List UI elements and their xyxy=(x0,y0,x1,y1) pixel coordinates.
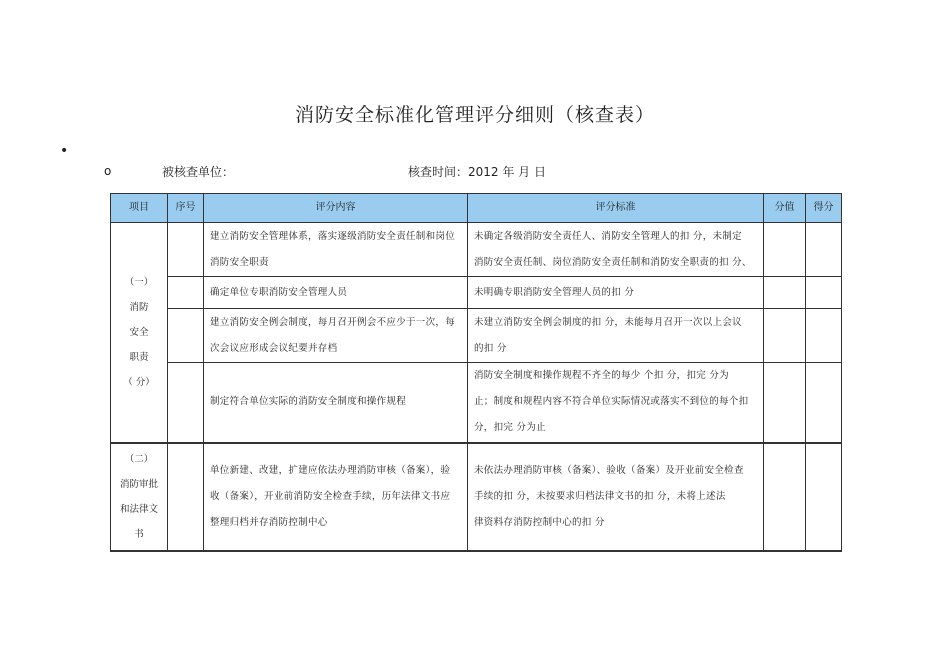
standard-line: 未建立消防安全例会制度的扣 分，未能每月召开一次以上会议 xyxy=(474,316,742,328)
standard-cell xyxy=(468,277,764,309)
points-cell[interactable] xyxy=(764,223,806,277)
standard-line: 止；制度和规程内容不符合单位实际情况或落实不到位的每个扣 xyxy=(474,396,749,408)
content-cell xyxy=(204,443,468,551)
content-line: 确定单位专职消防安全管理人员 xyxy=(210,286,348,298)
content-cell xyxy=(204,309,468,363)
section2-project-line: 和法律文 xyxy=(119,503,158,515)
content-line: 建立消防安全例会制度，每月召开例会不应少于一次，每 xyxy=(210,316,456,328)
content-line: 建立消防安全管理体系，落实逐级消防安全责任制和岗位 xyxy=(210,230,456,242)
section1-project-line: （一） xyxy=(124,276,154,288)
number-cell[interactable] xyxy=(168,443,204,551)
header-project: 项目 xyxy=(111,194,168,223)
points-cell[interactable] xyxy=(764,443,806,551)
score-cell[interactable] xyxy=(806,309,842,363)
table-row xyxy=(111,363,842,443)
content-cell xyxy=(204,363,468,443)
header-standard: 评分标准 xyxy=(468,194,764,223)
table-row xyxy=(111,443,842,551)
inspected-unit-label: 被核查单位： xyxy=(162,165,235,179)
content-line: 收（备案），开业前消防安全检查手续，历年法律文书应 xyxy=(210,490,451,502)
score-cell[interactable] xyxy=(806,363,842,443)
content-line: 次会议应形成会议纪要并存档 xyxy=(210,342,338,354)
points-cell[interactable] xyxy=(764,309,806,363)
standard-line: 律资料存消防控制中心的扣 分 xyxy=(474,516,605,528)
page-title: 消防安全标准化管理评分细则（核查表） xyxy=(294,104,655,126)
standard-cell xyxy=(468,443,764,551)
section1-project-line: （ 分） xyxy=(123,376,155,388)
header-number: 序号 xyxy=(168,194,204,223)
standard-cell xyxy=(468,363,764,443)
content-line: 整理归档并存消防控制中心 xyxy=(210,516,328,528)
standard-line: 的扣 分 xyxy=(474,342,507,354)
points-cell[interactable] xyxy=(764,277,806,309)
score-cell[interactable] xyxy=(806,443,842,551)
number-cell[interactable] xyxy=(168,223,204,277)
scoring-table xyxy=(110,193,842,552)
inspection-date-label: 核查时间：2012 年 月 日 xyxy=(408,165,546,179)
section1-project-cell xyxy=(111,223,168,443)
score-cell[interactable] xyxy=(806,277,842,309)
score-cell[interactable] xyxy=(806,223,842,277)
number-cell[interactable] xyxy=(168,309,204,363)
standard-cell xyxy=(468,223,764,277)
section2-project-line: 消防审批 xyxy=(119,478,158,490)
header-content: 评分内容 xyxy=(204,194,468,223)
content-line: 单位新建、改建，扩建应依法办理消防审核（备案），验 xyxy=(210,464,451,476)
table-row xyxy=(111,277,842,309)
standard-line: 未依法办理消防审核（备案）、验收（备案）及开业前安全检查 xyxy=(474,464,744,476)
standard-line: 分，扣完 分为止 xyxy=(474,422,546,434)
standard-line: 手续的扣 分，未按要求归档法律文书的扣 分，未将上述法 xyxy=(474,490,726,502)
table-row xyxy=(111,309,842,363)
section1-project-line: 职责 xyxy=(129,351,149,363)
header-score: 得分 xyxy=(806,194,842,223)
content-cell xyxy=(204,277,468,309)
number-cell[interactable] xyxy=(168,363,204,443)
content-line: 制定符合单位实际的消防安全制度和操作规程 xyxy=(210,396,407,408)
content-line: 消防安全职责 xyxy=(210,256,269,268)
standard-cell xyxy=(468,309,764,363)
section2-project-cell xyxy=(111,443,168,551)
number-cell[interactable] xyxy=(168,277,204,309)
table-header-row xyxy=(111,194,842,223)
standard-line: 消防安全制度和操作规程不齐全的每少 个扣 分，扣完 分为 xyxy=(474,370,729,382)
section1-project-line: 消防 xyxy=(129,301,149,313)
section1-project-line: 安全 xyxy=(129,326,149,338)
section2-project-line: （二） xyxy=(124,453,154,465)
table-row xyxy=(111,223,842,277)
points-cell[interactable] xyxy=(764,363,806,443)
section2-project-line: 书 xyxy=(134,528,144,540)
bullet-circle: o xyxy=(104,164,112,178)
standard-line: 消防安全责任制、岗位消防安全责任制和消防安全职责的扣 分、 xyxy=(474,256,752,268)
content-cell xyxy=(204,223,468,277)
header-points: 分值 xyxy=(764,194,806,223)
standard-line: 未确定各级消防安全责任人、消防安全管理人的扣 分，未制定 xyxy=(474,230,742,242)
standard-line: 未明确专职消防安全管理人员的扣 分 xyxy=(474,286,635,298)
bullet-dot: • xyxy=(60,143,69,159)
